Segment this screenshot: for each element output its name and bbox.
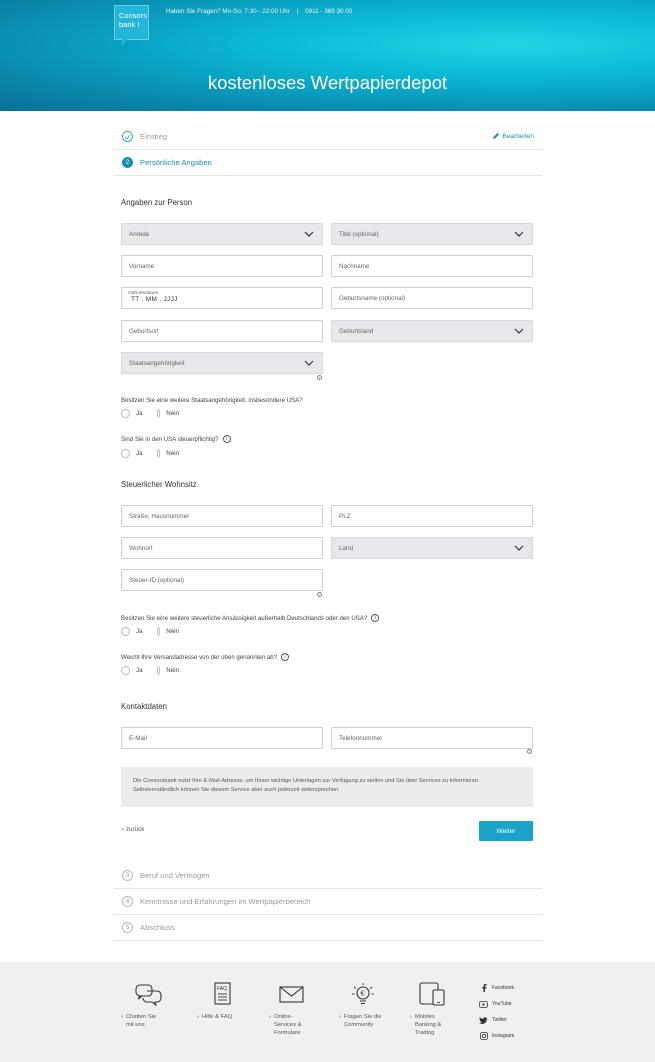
devices-icon	[418, 982, 448, 1006]
anrede-select[interactable]	[121, 223, 323, 245]
radio-no-label: Nein	[166, 450, 179, 457]
step-kenntnisse	[114, 889, 542, 915]
vorname-placeholder: Vorname	[129, 262, 155, 270]
youtube-link[interactable]	[479, 1000, 512, 1008]
facebook-label: Facebook	[492, 985, 514, 991]
plz-input[interactable]	[331, 505, 533, 527]
question2-text: Sind Sie in den USA steuerpflichtig?	[121, 435, 219, 443]
geburtsdatum-mask: TT . MM . JJJJ	[131, 296, 178, 303]
back-label: zurück	[125, 826, 145, 833]
twitter-label: Twitter	[492, 1017, 507, 1023]
radio-circle[interactable]	[121, 409, 130, 418]
question3-text: Besitzen Sie eine weitere steuerliche Ansässigkeit außerhalb Deutschlands oder den USA?	[121, 614, 368, 622]
radio-no-label: Nein	[166, 667, 179, 674]
radio-yes-label: Ja	[136, 410, 143, 417]
radio-group-q3	[121, 627, 179, 636]
geburtsname-placeholder: Geburtsname (optional)	[339, 294, 406, 302]
radio-q1-ja[interactable]	[121, 409, 143, 418]
section-title-tax: Steuerlicher Wohnsitz	[121, 480, 197, 489]
chevron-down-icon	[514, 327, 524, 335]
info-icon[interactable]: i	[371, 614, 379, 622]
step4-label: Kenntnisse und Erfahrungen im Wertpapierbereich	[140, 897, 311, 906]
radio-q3-nein[interactable]	[157, 627, 179, 636]
back-link[interactable]	[122, 826, 144, 833]
radio-yes-label: Ja	[136, 450, 143, 457]
footer-online-label: › Online-Services & Formulare	[269, 1014, 302, 1036]
question-weitere-staatsangehoerigkeit	[121, 397, 303, 404]
lightbulb-euro-icon	[349, 982, 379, 1006]
radio-q1-nein[interactable]	[157, 409, 179, 418]
info-icon[interactable]: i	[527, 749, 532, 754]
chevron-left-icon: ‹	[122, 826, 126, 833]
vorname-input[interactable]	[121, 255, 323, 277]
footer-faq-label: › Hilfe & FAQ	[197, 1014, 233, 1020]
radio-circle[interactable]	[121, 627, 130, 636]
info-icon[interactable]: i	[223, 435, 231, 443]
chevron-down-icon	[304, 359, 314, 367]
question-steuerliche-ansaessigkeit	[121, 614, 379, 622]
titel-value: Titel (optional)	[339, 230, 379, 238]
consorsbank-logo[interactable]	[114, 5, 149, 40]
faq-document-icon	[207, 982, 237, 1006]
footer-mobile-label: › Mobiles Banking & Trading	[410, 1014, 442, 1036]
svg-text:€: €	[360, 990, 365, 998]
staatsangehoerigkeit-value: Staatsangehörigkeit	[129, 359, 185, 367]
facebook-icon	[479, 984, 488, 992]
staatsangehoerigkeit-select[interactable]	[121, 352, 323, 374]
radio-group-q1	[121, 409, 179, 418]
twitter-link[interactable]	[479, 1016, 507, 1024]
step3-label: Beruf und Vermögen	[140, 871, 210, 880]
info-icon[interactable]: i	[317, 375, 322, 380]
svg-text:FAQ: FAQ	[217, 986, 228, 992]
instagram-link[interactable]	[479, 1032, 514, 1040]
radio-circle[interactable]	[121, 449, 130, 458]
steuer-id-input[interactable]	[121, 569, 323, 591]
land-select[interactable]	[331, 537, 533, 559]
strasse-input[interactable]	[121, 505, 323, 527]
radio-yes-label: Ja	[136, 628, 143, 635]
geburtsland-select[interactable]	[331, 320, 533, 342]
instagram-label: Instagram	[492, 1033, 515, 1039]
radio-group-q2	[121, 449, 179, 458]
section-title-person: Angaben zur Person	[121, 198, 193, 207]
section-title-contact: Kontaktdaten	[121, 702, 167, 711]
geburtsort-placeholder: Geburtsort	[129, 327, 159, 335]
hotline-separator: |	[296, 8, 299, 15]
step-abschluss	[114, 915, 542, 941]
twitter-icon	[479, 1016, 488, 1024]
hotline-text: Haben Sie Fragen? Mo-So: 7:30 - 22:00 Uhr	[166, 8, 290, 15]
wohnort-placeholder: Wohnort	[129, 544, 153, 552]
email-input[interactable]	[121, 727, 323, 749]
envelope-icon	[277, 982, 307, 1006]
footer-community-label: › Fragen Sie die Community	[339, 1014, 382, 1028]
radio-yes-label: Ja	[136, 667, 143, 674]
geburtsdatum-label: Geburtsdatum	[128, 291, 159, 296]
logo-line1: Consors	[119, 11, 147, 20]
radio-q2-nein[interactable]	[157, 449, 179, 458]
info-icon[interactable]: i	[281, 653, 289, 661]
info-icon[interactable]: i	[317, 592, 322, 597]
wohnort-input[interactable]	[121, 537, 323, 559]
geburtsdatum-input[interactable]	[121, 287, 323, 309]
chevron-down-icon	[514, 230, 524, 238]
chevron-down-icon	[514, 544, 524, 552]
strasse-placeholder: Straße, Hausnummer	[129, 512, 190, 520]
radio-q4-nein[interactable]	[157, 666, 179, 675]
radio-q4-ja[interactable]	[121, 666, 143, 675]
radio-group-q4	[121, 666, 179, 675]
edit-button[interactable]	[492, 132, 534, 142]
step5-number: 5	[122, 922, 133, 933]
question-versandadresse	[121, 653, 289, 661]
nachname-input[interactable]	[331, 255, 533, 277]
step-beruf	[114, 863, 542, 889]
hotline-number[interactable]: 0911 - 369 30 00	[305, 8, 353, 15]
nachname-placeholder: Nachname	[339, 262, 370, 270]
youtube-label: YouTube	[492, 1001, 512, 1007]
geburtsland-value: Geburtsland	[339, 327, 374, 335]
step3-number: 3	[122, 870, 133, 881]
radio-circle[interactable]	[157, 627, 160, 636]
plz-placeholder: PLZ	[339, 512, 351, 520]
step4-number: 4	[122, 896, 133, 907]
step-einstieg	[114, 124, 542, 150]
telefon-placeholder: Telefonnummer	[339, 734, 383, 742]
pencil-icon	[492, 132, 500, 142]
footer-chat-label: › Chatten Sie mit uns	[121, 1014, 157, 1028]
email-placeholder: E-Mail	[129, 734, 147, 742]
radio-no-label: Nein	[166, 628, 179, 635]
radio-circle[interactable]	[157, 409, 160, 418]
titel-select[interactable]	[331, 223, 533, 245]
radio-no-label: Nein	[166, 410, 179, 417]
facebook-link[interactable]	[479, 984, 514, 992]
instagram-icon	[479, 1032, 488, 1040]
step2-number: 2	[122, 157, 133, 168]
radio-circle[interactable]	[121, 666, 130, 675]
anrede-value: Anrede	[129, 230, 150, 238]
checkmark-icon	[122, 131, 133, 142]
youtube-icon	[479, 1000, 488, 1008]
step5-label: Abschluss	[140, 923, 175, 932]
step-persoenliche-angaben	[114, 150, 542, 176]
radio-circle[interactable]	[157, 666, 160, 675]
footer	[0, 962, 655, 1062]
hotline	[166, 8, 352, 15]
hero-header	[0, 0, 655, 111]
question4-text: Weicht Ihre Versandadresse von der oben genannten ab?	[121, 653, 278, 661]
edit-label: Bearbeiten	[502, 133, 534, 140]
geburtsort-input[interactable]	[121, 320, 323, 342]
question-usa-steuerpflichtig	[121, 435, 231, 443]
steuer-id-placeholder: Steuer-ID (optional)	[129, 576, 184, 584]
chevron-down-icon	[304, 230, 314, 238]
step2-label: Persönliche Angaben	[140, 158, 212, 167]
chat-bubbles-icon	[133, 982, 163, 1006]
telefon-input[interactable]	[331, 727, 533, 749]
radio-circle[interactable]	[157, 449, 160, 458]
geburtsname-input[interactable]	[331, 287, 533, 309]
question1-text: Besitzen Sie eine weitere Staatsangehörigkeit, insbesondere USA?	[121, 397, 303, 404]
land-value: Land	[339, 544, 354, 552]
radio-q2-ja[interactable]	[121, 449, 143, 458]
step1-label: Einstieg	[140, 132, 168, 141]
page-title: kostenloses Wertpapierdepot	[207, 72, 448, 93]
radio-q3-ja[interactable]	[121, 627, 143, 636]
email-notice: Die Consorsbank nutzt Ihre E-Mail-Adresse, um Ihnen wichtige Unterlagen zur Verfügung zu stellen und Sie über Services zu informieren. Selbstverständlich können Sie diesem Service aber auch jederzeit widersprechen.	[121, 767, 533, 807]
weiter-button[interactable]: Weiter	[479, 821, 533, 841]
logo-line2: bank !	[119, 20, 140, 29]
